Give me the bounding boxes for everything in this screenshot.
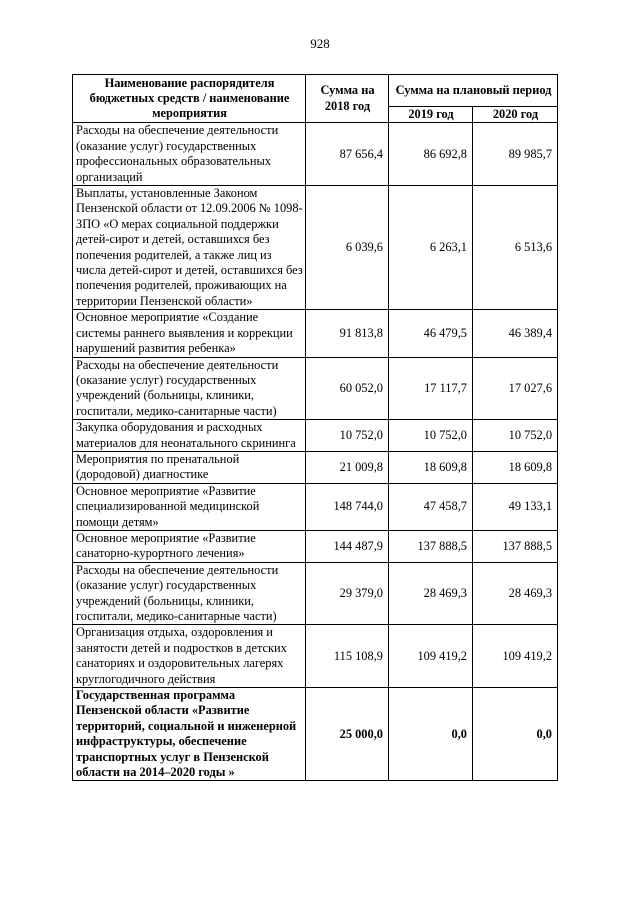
table-row: [73, 420, 558, 452]
row-sum-2018: 10 752,0: [306, 420, 389, 452]
budget-table: [72, 74, 558, 781]
row-sum-2020: 46 389,4: [473, 310, 558, 357]
row-sum-2019: 47 458,7: [389, 483, 473, 530]
row-sum-2020: 49 133,1: [473, 483, 558, 530]
row-sum-2020: 10 752,0: [473, 420, 558, 452]
page-number: 928: [310, 36, 330, 51]
header-sum-2018: Сумма на 2018 год: [306, 75, 389, 123]
row-sum-2020: 17 027,6: [473, 357, 558, 420]
row-sum-2020: 28 469,3: [473, 562, 558, 625]
row-name: Мероприятия по пренатальной (дородовой) диагностике: [73, 451, 306, 483]
header-name-col: Наименование распорядителя бюджетных средств / наименование мероприятия: [73, 75, 306, 123]
table-row: [73, 625, 558, 688]
header-year-2020: 2020 год: [473, 107, 558, 123]
row-sum-2019: 18 609,8: [389, 451, 473, 483]
row-name: Организация отдыха, оздоровления и занятости детей и подростков в детских санаториях и оздоровительных лагерях круглогодичного действия: [73, 625, 306, 688]
row-sum-2018: 148 744,0: [306, 483, 389, 530]
row-sum-2020: 0,0: [473, 688, 558, 781]
row-sum-2019: 10 752,0: [389, 420, 473, 452]
row-sum-2020: 109 419,2: [473, 625, 558, 688]
row-sum-2019: 86 692,8: [389, 123, 473, 186]
row-name: Выплаты, установленные Законом Пензенской области от 12.09.2006 № 1098-ЗПО «О мерах социальной поддержки детей-сирот и детей, оставшихся без попечения родителей, а также лиц из числа детей-сирот и детей, оставшихся без попечения родителей, проживающих на территории Пензенской области»: [73, 186, 306, 310]
row-sum-2018: 29 379,0: [306, 562, 389, 625]
row-name: Основное мероприятие «Развитие специализированной медицинской помощи детям»: [73, 483, 306, 530]
row-sum-2020: 137 888,5: [473, 530, 558, 562]
table-body: [73, 123, 558, 781]
row-sum-2020: 18 609,8: [473, 451, 558, 483]
row-name: Расходы на обеспечение деятельности (оказание услуг) государственных профессиональных образовательных организаций: [73, 123, 306, 186]
table-row: [73, 530, 558, 562]
row-name: Основное мероприятие «Развитие санаторно-курортного лечения»: [73, 530, 306, 562]
row-sum-2020: 89 985,7: [473, 123, 558, 186]
row-sum-2019: 137 888,5: [389, 530, 473, 562]
row-sum-2019: 0,0: [389, 688, 473, 781]
row-name: Расходы на обеспечение деятельности (оказание услуг) государственных учреждений (больницы, клиники, госпитали, медико-санитарные части): [73, 562, 306, 625]
row-name: Государственная программа Пензенской области «Развитие территорий, социальной и инженерной инфраструктуры, обеспечение транспортных услуг в Пензенской области на 2014–2020 годы »: [73, 688, 306, 781]
row-sum-2019: 109 419,2: [389, 625, 473, 688]
table-row: [73, 483, 558, 530]
row-sum-2018: 60 052,0: [306, 357, 389, 420]
row-sum-2018: 115 108,9: [306, 625, 389, 688]
table-row: [73, 310, 558, 357]
row-name: Закупка оборудования и расходных материалов для неонатального скрининга: [73, 420, 306, 452]
row-name: Расходы на обеспечение деятельности (оказание услуг) государственных учреждений (больницы, клиники, госпитали, медико-санитарные части): [73, 357, 306, 420]
row-sum-2019: 17 117,7: [389, 357, 473, 420]
row-sum-2018: 21 009,8: [306, 451, 389, 483]
header-plan-period: Сумма на плановый период: [389, 75, 558, 107]
row-sum-2018: 87 656,4: [306, 123, 389, 186]
row-sum-2019: 28 469,3: [389, 562, 473, 625]
row-sum-2019: 6 263,1: [389, 186, 473, 310]
table-header: [73, 75, 558, 123]
row-sum-2018: 25 000,0: [306, 688, 389, 781]
table-row: [73, 688, 558, 781]
row-sum-2018: 91 813,8: [306, 310, 389, 357]
row-sum-2018: 6 039,6: [306, 186, 389, 310]
row-sum-2019: 46 479,5: [389, 310, 473, 357]
table-row: [73, 562, 558, 625]
row-name: Основное мероприятие «Создание системы раннего выявления и коррекции нарушений развития ребенка»: [73, 310, 306, 357]
header-year-2019: 2019 год: [389, 107, 473, 123]
row-sum-2018: 144 487,9: [306, 530, 389, 562]
table-row: [73, 451, 558, 483]
table-row: [73, 357, 558, 420]
table-row: [73, 123, 558, 186]
table-row: [73, 186, 558, 310]
row-sum-2020: 6 513,6: [473, 186, 558, 310]
